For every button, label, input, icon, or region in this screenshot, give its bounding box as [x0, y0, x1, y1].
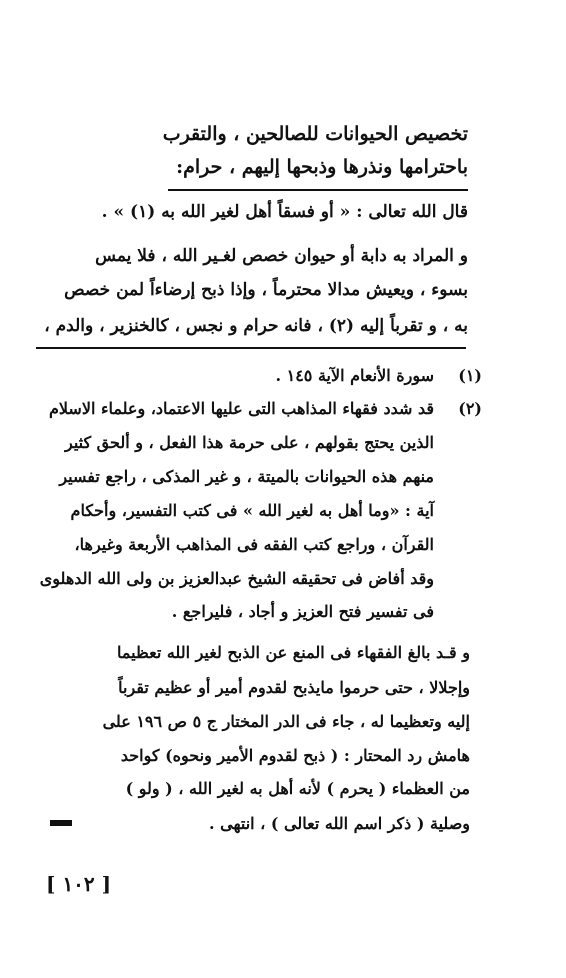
footnote-separator-rule: [36, 347, 466, 349]
main-text-line-1: قال الله تعالى : « أو فسقاً أهل لغير الله به (١) » .: [101, 202, 468, 222]
continuation-line-2: وإجلالا ، حتى حرموا مايذبح لقدوم أمير أو عظيم تقرباً: [118, 678, 470, 697]
footnote-2-line-3: منهم هذه الحيوانات بالميتة ، و غير المذكى ، راجع تفسير: [59, 467, 434, 486]
footnote-1-text: سورة الأنعام الآية ١٤٥ .: [275, 366, 434, 385]
continuation-line-4: هامش رد المحتار : ( ذبح لقدوم الأمير ونحوه) كواحد: [120, 746, 470, 765]
heading-rule: [168, 189, 468, 191]
main-text-line-2: و المراد به دابة أو حيوان خصص لغـير الله ، فلا يمس: [95, 246, 468, 266]
continuation-line-1: و قـد بالغ الفقهاء فى المنع عن الذبح لغير الله تعظيما: [117, 643, 470, 662]
footnote-2-line-4: آية : «وما أهل به لغير الله » فى كتب التفسير، وأحكام: [70, 501, 434, 520]
main-text-line-4: به ، و تقرباً إليه (٢) ، فانه حرام و نجس ، كالخنزير ، والدم ،: [44, 316, 468, 336]
footnote-2-line-6: وقد أفاض فى تحقيقه الشيخ عبدالعزيز بن ولى الله الدهلوى: [39, 569, 434, 588]
continuation-line-6: وصلية ( ذكر اسم الله تعالى ) ، انتهى .: [209, 814, 470, 833]
footnote-1-marker: (١): [458, 366, 482, 385]
top-paragraph-line-2: باحترامها ونذرها وذبحها إليهم ، حرام:: [176, 156, 468, 178]
footnote-2-line-2: الذين يحتج بقولهم ، على حرمة هذا الفعل ، و ألحق كثير: [65, 433, 434, 452]
continuation-line-5: من العظماء ( يحرم ) لأنه أهل به لغير الله ، ( ولو ): [125, 779, 470, 798]
page-number: [ ١٠٢ ]: [46, 872, 112, 896]
continuation-line-3: إليه وتعظيما له ، جاء فى الدر المختار ج ٥ ص ١٩٦ على: [102, 712, 470, 731]
top-paragraph-line-1: تخصيص الحيوانات للصالحين ، والتقرب: [162, 123, 468, 145]
footnote-2-line-7: فى تفسير فتح العزيز و أجاد ، فليراجع .: [171, 602, 434, 621]
footnote-2-line-1: قد شدد فقهاء المذاهب التى عليها الاعتماد، وعلماء الاسلام: [48, 399, 434, 418]
main-text-line-3: بسوء ، ويعيش مدالا محترماً ، وإذا ذبح إرضاءاً لمن خصص: [64, 280, 468, 300]
footnote-2-marker: (٢): [458, 399, 482, 418]
end-dash-mark: [50, 820, 72, 826]
footnote-2-line-5: القرآن ، وراجع كتب الفقه فى المذاهب الأربعة وغيرها،: [74, 535, 434, 554]
